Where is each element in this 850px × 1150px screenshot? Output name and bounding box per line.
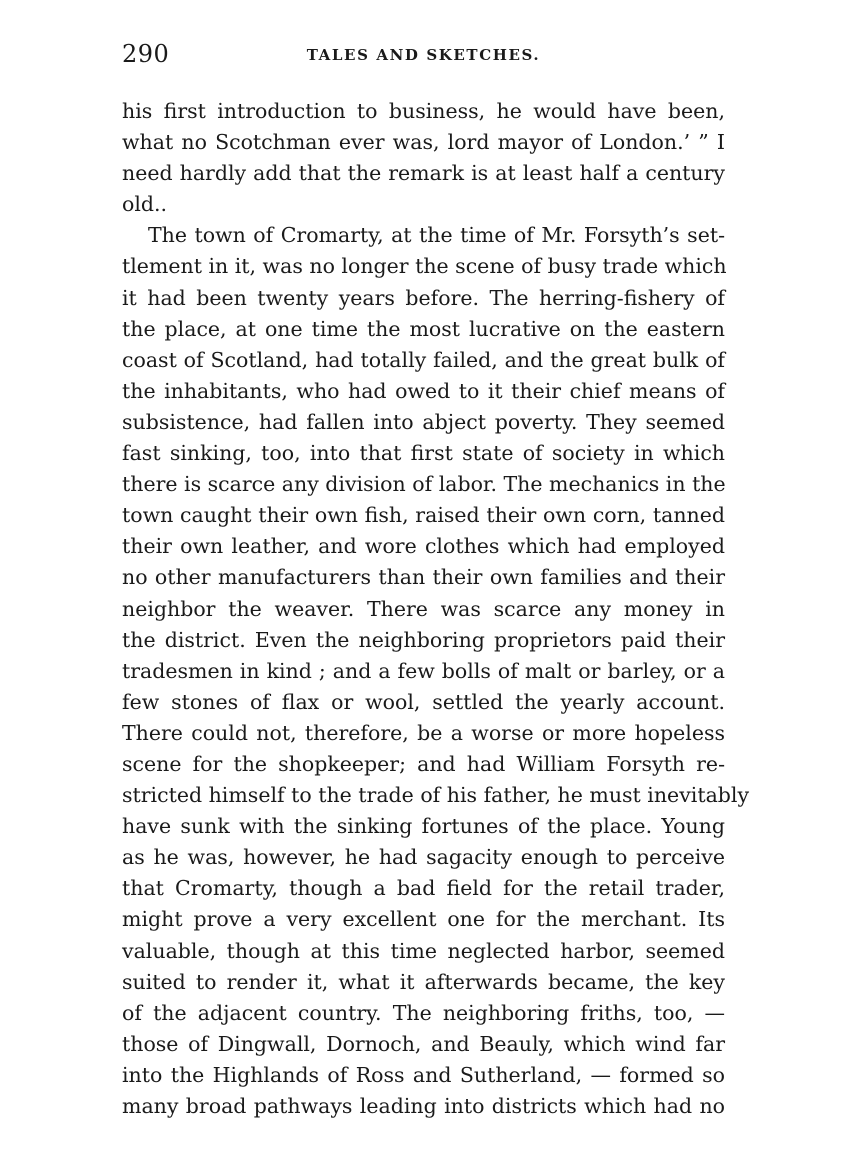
text-line: need hardly add that the remark is at least half a century	[122, 161, 725, 186]
text-line: subsistence, had fallen into abject poverty. They seemed	[122, 409, 725, 434]
text-line: into the Highlands of Ross and Sutherland, — formed so	[122, 1062, 725, 1087]
text-line: there is scarce any division of labor. The mechanics in the	[122, 472, 726, 497]
text-line: as he was, however, he had sagacity enough to perceive	[122, 845, 725, 870]
text-line: old..	[122, 192, 168, 217]
text-line: many broad pathways leading into districts which had no	[122, 1094, 725, 1118]
text-line: the district. Even the neighboring proprietors paid their	[122, 627, 725, 652]
text-line: might prove a very excellent one for the merchant. Its	[122, 907, 725, 932]
text-line: that Cromarty, though a bad field for the retail trader,	[122, 876, 725, 901]
text-line: have sunk with the sinking fortunes of the place. Young	[122, 814, 725, 839]
paragraph-2	[122, 220, 750, 1122]
text-line: fast sinking, too, into that first state of society in which	[122, 441, 725, 466]
text-line: his first introduction to business, he would have been,	[122, 99, 725, 123]
text-line: of the adjacent country. The neighboring friths, too, —	[122, 1000, 725, 1025]
page-number: 290	[122, 40, 170, 68]
text-line: coast of Scotland, had totally failed, and the great bulk of	[122, 347, 725, 372]
text-line: no other manufacturers than their own families and their	[122, 565, 725, 590]
text-line: valuable, though at this time neglected harbor, seemed	[122, 938, 725, 963]
text-line: suited to render it, what it afterwards became, the key	[122, 969, 725, 994]
text-line: what no Scotchman ever was, lord mayor of London.’ ” I	[122, 130, 725, 155]
text-line: those of Dingwall, Dornoch, and Beauly, which wind far	[122, 1031, 725, 1056]
text-line: tlement in it, was no longer the scene of busy trade which	[122, 254, 727, 279]
text-line: scene for the shopkeeper; and had William Forsyth re-	[122, 751, 725, 776]
text-line: tradesmen in kind ; and a few bolls of malt or barley, or a	[122, 658, 725, 683]
text-line: stricted himself to the trade of his father, he must inevitably	[122, 783, 750, 808]
paragraph-1	[122, 96, 725, 220]
book-page	[122, 40, 750, 1122]
text-line: There could not, therefore, be a worse or more hopeless	[122, 720, 725, 745]
text-line: town caught their own fish, raised their own corn, tanned	[122, 503, 725, 528]
text-line: The town of Cromarty, at the time of Mr. Forsyth’s set-	[148, 223, 725, 248]
text-line: the inhabitants, who had owed to it their chief means of	[122, 378, 725, 403]
text-line: their own leather, and wore clothes which had employed	[122, 534, 725, 559]
body-text	[122, 96, 750, 1122]
page-header	[122, 40, 725, 80]
text-line: neighbor the weaver. There was scarce any money in	[122, 596, 725, 621]
running-head: TALES AND SKETCHES.	[306, 46, 541, 64]
text-line: it had been twenty years before. The herring-fishery of	[122, 285, 725, 310]
text-line: few stones of flax or wool, settled the yearly account.	[122, 689, 725, 714]
text-line: the place, at one time the most lucrative on the eastern	[122, 316, 725, 341]
